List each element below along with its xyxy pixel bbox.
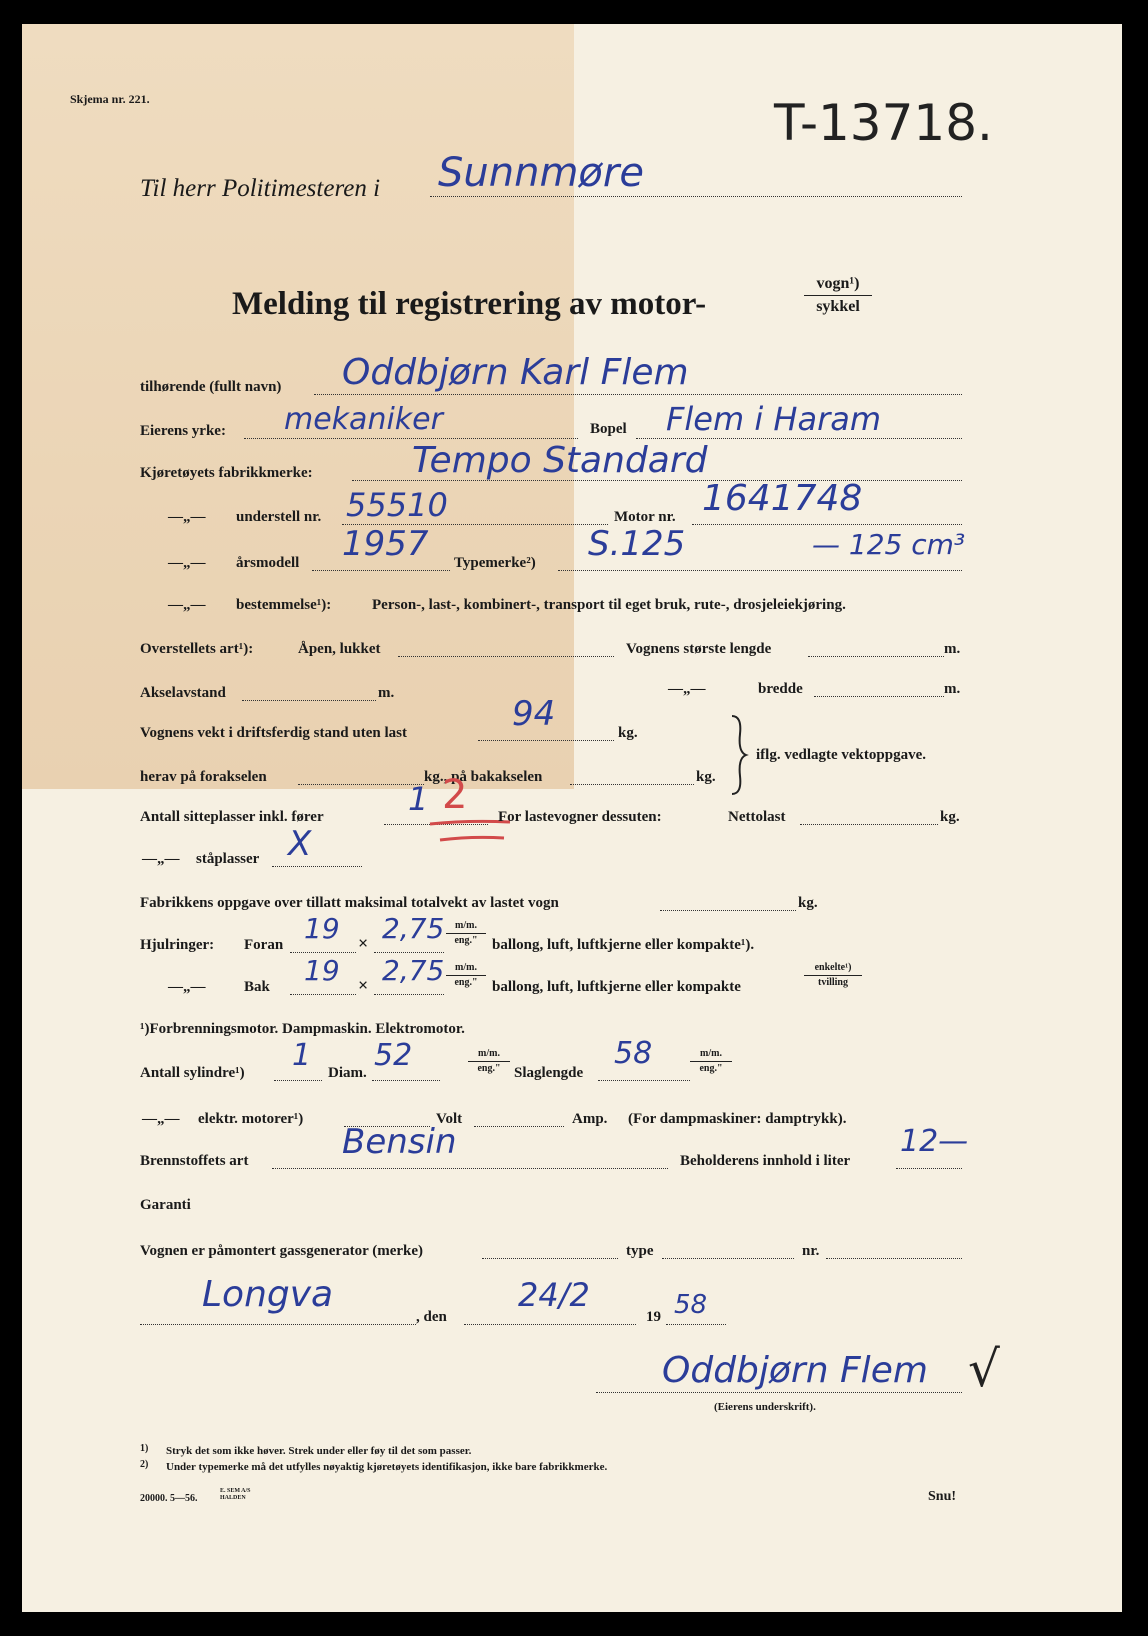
option-single: enkelte¹) [804,962,862,976]
front-width-value: 2,75 [382,912,445,945]
tank-label: Beholderens innhold i liter [680,1153,851,1169]
stroke-unit-fraction [690,1048,732,1075]
occupation-value: mekaniker [284,402,443,437]
standing-label: ståplasser [196,851,260,867]
cargo-label: For lastevogner dessuten: [498,809,662,825]
front-axle-line [298,784,424,785]
electric-label: elektr. motorer¹) [198,1111,304,1127]
net-load-label: Nettolast [728,809,786,825]
residence-label: Bopel [590,421,627,437]
engine-line [692,524,962,525]
tank-line [896,1168,962,1169]
engine-value: 1641748 [702,478,863,519]
make-value: Tempo Standard [412,440,708,481]
residence-value: Flem i Haram [666,400,881,438]
gas-type-line [662,1258,794,1259]
amp-label: Amp. [572,1111,608,1127]
front-label: Foran [244,937,284,953]
date-prefix: , den [416,1309,447,1325]
form-title: Melding til registrering av motor- [232,286,707,322]
cylinders-label: Antall sylindre¹) [140,1065,245,1081]
ditto-mark: —„— [168,509,206,525]
unit-mm: m/m. [446,920,486,934]
check-mark-icon: √ [968,1340,1000,1398]
chassis-value: 55510 [346,486,448,524]
engine-types: ¹)Forbrenningsmotor. Dampmaskin. Elektromotor. [140,1021,465,1037]
option-twin: tvilling [817,977,848,988]
type-extra: — 125 cm³ [812,528,966,561]
unit-mm: m/m. [690,1048,732,1062]
body-line [398,656,614,657]
standing-value: X [288,824,312,864]
date-value: 24/2 [518,1276,590,1314]
rear-axle-line [570,784,694,785]
fuel-label: Brennstoffets art [140,1153,249,1169]
print-info: 20000. 5—56. [140,1493,198,1504]
stroke-label: Slaglengde [514,1065,584,1081]
max-weight-unit: kg. [798,895,818,911]
cylinders-line [274,1080,322,1081]
front-size-value: 19 [304,912,340,945]
length-label: Vognens største lengde [626,641,772,657]
unit-mm: m/m. [468,1048,510,1062]
wheelbase-unit: m. [378,685,395,701]
occupation-label: Eierens yrke: [140,423,226,439]
fuel-line [272,1168,668,1169]
owner-label: tilhørende (fullt navn) [140,379,282,395]
tire-types-front: ballong, luft, luftkjerne eller kompakte¹). [492,937,755,953]
wheelbase-label: Akselavstand [140,685,226,701]
times-sign: × [358,975,369,995]
district-line [430,196,962,197]
width-unit: m. [944,681,961,697]
rear-size-line [290,994,356,995]
brace-icon [728,714,750,796]
body-label: Overstellets art¹): [140,641,254,657]
signature-line [596,1392,962,1393]
seats-value-original: 1 [408,780,429,818]
owner-signature: Oddbjørn Flem [662,1350,928,1391]
diam-line [372,1080,440,1081]
rear-axle-unit: kg. [696,769,716,785]
tank-value: 12— [900,1124,969,1159]
owner-line [314,394,962,395]
turn-over: Snu! [928,1489,957,1504]
rear-width-value: 2,75 [382,954,445,987]
place-line [140,1324,416,1325]
ditto-mark: —„— [168,979,206,995]
front-size-line [290,952,356,953]
ditto-mark: —„— [142,1111,180,1127]
make-label: Kjøretøyets fabrikkmerke: [140,465,313,481]
rear-label: Bak [244,979,270,995]
rear-unit-fraction [446,962,486,989]
year-label: årsmodell [236,555,300,571]
unit-eng: eng." [699,1063,723,1074]
volt-label: Volt [436,1111,463,1127]
purpose-label: bestemmelse¹): [236,597,332,613]
year-line [312,570,450,571]
fuel-value: Bensin [342,1122,457,1162]
weight-line [478,740,614,741]
purpose-options: Person-, last-, kombinert-, transport til eget bruk, rute-, drosjeleiekjøring. [372,597,846,613]
ditto-mark: —„— [168,597,206,613]
max-weight-line [660,910,796,911]
registration-form [22,24,1122,1612]
stroke-line [598,1080,690,1081]
volt-line [474,1126,564,1127]
tire-types-rear: ballong, luft, luftkjerne eller kompakte [492,979,741,995]
length-unit: m. [944,641,961,657]
footnote-1-mark: 1) [140,1443,149,1454]
cylinders-value: 1 [292,1038,312,1073]
vehicle-type-fraction [804,274,872,317]
form-number: Skjema nr. 221. [70,92,150,106]
signature-caption: (Eierens underskrift). [714,1401,816,1413]
weight-label: Vognens vekt i driftsferdig stand uten last [140,725,407,741]
stroke-value: 58 [614,1036,653,1071]
max-weight-label: Fabrikkens oppgave over tillatt maksimal totalvekt av lastet vogn [140,895,559,911]
steam-label: (For dampmaskiner: damptrykk). [628,1111,847,1127]
front-axle-label: herav på forakselen [140,769,267,785]
diam-label: Diam. [328,1065,367,1081]
net-load-unit: kg. [940,809,960,825]
engine-label: Motor nr. [614,509,676,525]
type-line [558,570,962,571]
diam-unit-fraction [468,1048,510,1075]
unit-eng: eng." [454,977,478,988]
length-line [808,656,944,657]
width-label: bredde [758,681,803,697]
place-value: Longva [202,1274,334,1315]
front-unit-fraction [446,920,486,947]
addressee-label: Til herr Politimesteren i [140,175,381,202]
gas-label: Vognen er påmontert gassgenerator (merke) [140,1243,424,1259]
weight-unit: kg. [618,725,638,741]
rear-axle-label: kg., på bakakselen [424,769,543,785]
owner-value: Oddbjørn Karl Flem [342,352,689,393]
gas-type-label: type [626,1243,654,1259]
width-line [814,696,944,697]
gas-no-line [826,1258,962,1259]
single-twin-fraction [804,962,862,989]
body-options: Åpen, lukket [298,641,381,657]
ditto-mark: —„— [142,851,180,867]
gas-line [482,1258,618,1259]
sign-year-value: 58 [674,1290,708,1320]
footnote-1: Stryk det som ikke høver. Strek under eller føy til det som passer. [166,1445,472,1457]
printer-mark: E. SEM A/S HALDEN [220,1488,251,1501]
sign-year-line [666,1324,726,1325]
net-load-line [800,824,938,825]
gas-no-label: nr. [802,1243,820,1259]
file-number: T-13718. [774,94,993,152]
residence-line [636,438,962,439]
unit-eng: eng." [454,935,478,946]
rear-width-line [374,994,444,995]
rear-size-value: 19 [304,954,340,987]
standing-line [272,866,362,867]
ditto-mark: —„— [168,555,206,571]
footnote-2-mark: 2) [140,1459,149,1470]
front-width-line [374,952,444,953]
year-value: 1957 [342,524,429,564]
diam-value: 52 [374,1038,413,1073]
warranty-label: Garanti [140,1197,191,1213]
wheels-label: Hjulringer: [140,937,215,953]
district-value: Sunnmøre [438,150,644,196]
seats-value-corrected: 2 [442,772,468,818]
ditto-mark: —„— [668,681,706,697]
wheelbase-line [242,700,376,701]
option-sykkel: sykkel [816,298,860,315]
footnote-2: Under typemerke må det utfylles nøyaktig kjøretøyets identifikasjon, ikke bare fabrikkmerke. [166,1461,608,1473]
occupation-line [244,438,578,439]
unit-mm: m/m. [446,962,486,976]
unit-eng: eng." [477,1063,501,1074]
times-sign: × [358,933,369,953]
chassis-label: understell nr. [236,509,322,525]
date-line [464,1324,636,1325]
type-value: S.125 [588,524,686,564]
weight-note: iflg. vedlagte vektoppgave. [756,747,926,763]
weight-value: 94 [512,694,556,734]
option-vogn: vogn¹) [804,274,872,296]
year-prefix: 19 [646,1309,661,1325]
seats-label: Antall sitteplasser inkl. fører [140,809,324,825]
type-label: Typemerke²) [454,555,536,571]
